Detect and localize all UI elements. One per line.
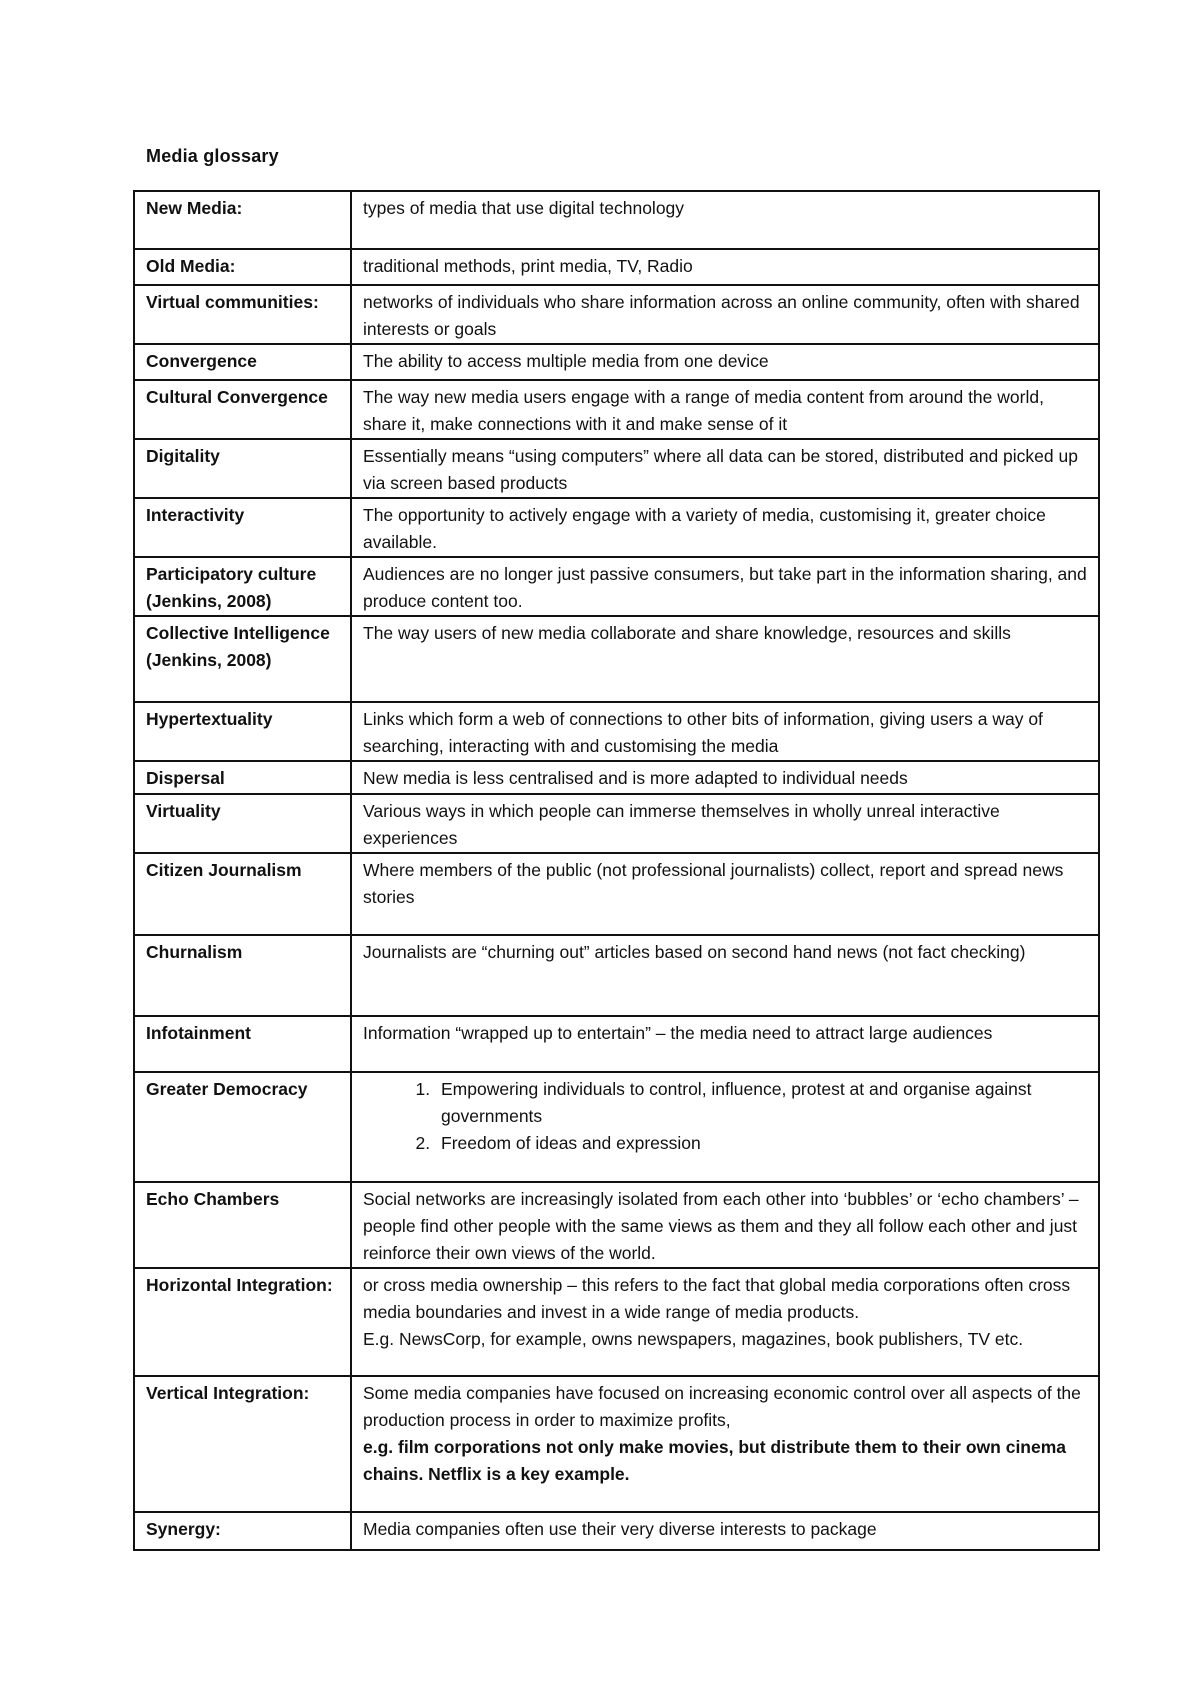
list-item: 1. Empowering individuals to control, influence, protest at and organise against governments xyxy=(435,1076,1090,1130)
definition-cell: Where members of the public (not professional journalists) collect, report and spread news stories xyxy=(351,853,1099,935)
definition-cell: Links which form a web of connections to other bits of information, giving users a way of searching, interacting with and customising the media xyxy=(351,702,1099,761)
definition-cell: Journalists are “churning out” articles based on second hand news (not fact checking) xyxy=(351,935,1099,1016)
table-row xyxy=(134,439,1099,498)
table-row xyxy=(134,1072,1099,1182)
definition-text: or cross media ownership – this refers to the fact that global media corporations often cross media boundaries and invest in a wide range of media products. xyxy=(363,1275,1071,1322)
table-row xyxy=(134,1182,1099,1268)
table-row xyxy=(134,191,1099,249)
term-cell: Old Media: xyxy=(134,249,351,285)
term-cell: Citizen Journalism xyxy=(134,853,351,935)
definition-cell: Media companies often use their very diverse interests to package xyxy=(351,1512,1099,1550)
definition-cell: Various ways in which people can immerse themselves in wholly unreal interactive experiences xyxy=(351,794,1099,853)
definition-cell: The way users of new media collaborate and share knowledge, resources and skills xyxy=(351,616,1099,702)
definition-cell: types of media that use digital technology xyxy=(351,191,1099,249)
numbered-list xyxy=(363,1076,1090,1157)
list-item: 2. Freedom of ideas and expression xyxy=(435,1130,1090,1157)
page-title: Media glossary xyxy=(146,146,279,166)
term-cell: Vertical Integration: xyxy=(134,1376,351,1512)
table-row xyxy=(134,1512,1099,1550)
term-cell: Infotainment xyxy=(134,1016,351,1072)
term-cell: Virtual communities: xyxy=(134,285,351,344)
table-row xyxy=(134,1016,1099,1072)
term-cell: Virtuality xyxy=(134,794,351,853)
definition-cell: The opportunity to actively engage with a variety of media, customising it, greater choice available. xyxy=(351,498,1099,557)
term-cell: Convergence xyxy=(134,344,351,380)
table-row xyxy=(134,557,1099,616)
definition-example: E.g. NewsCorp, for example, owns newspapers, magazines, book publishers, TV etc. xyxy=(363,1329,1024,1349)
table-row xyxy=(134,344,1099,380)
table-row xyxy=(134,285,1099,344)
definition-cell: networks of individuals who share information across an online community, often with shared interests or goals xyxy=(351,285,1099,344)
definition-cell xyxy=(351,1072,1099,1182)
definition-cell: Audiences are no longer just passive consumers, but take part in the information sharing, and produce content too. xyxy=(351,557,1099,616)
term-cell: Churnalism xyxy=(134,935,351,1016)
definition-cell: traditional methods, print media, TV, Radio xyxy=(351,249,1099,285)
term-cell: Hypertextuality xyxy=(134,702,351,761)
term-cell: Cultural Convergence xyxy=(134,380,351,439)
term-cell: Participatory culture (Jenkins, 2008) xyxy=(134,557,351,616)
definition-text: Some media companies have focused on increasing economic control over all aspects of the production process in order to maximize profits, xyxy=(363,1383,1081,1430)
table-row xyxy=(134,761,1099,794)
definition-cell: New media is less centralised and is more adapted to individual needs xyxy=(351,761,1099,794)
table-row xyxy=(134,935,1099,1016)
glossary-table xyxy=(133,190,1100,1551)
term-cell: Greater Democracy xyxy=(134,1072,351,1182)
table-row xyxy=(134,702,1099,761)
table-row xyxy=(134,1268,1099,1376)
term-cell: New Media: xyxy=(134,191,351,249)
term-cell: Digitality xyxy=(134,439,351,498)
definition-example: e.g. film corporations not only make movies, but distribute them to their own cinema chains. Netflix is a key example. xyxy=(363,1437,1067,1484)
term-cell: Collective Intelligence (Jenkins, 2008) xyxy=(134,616,351,702)
term-cell: Echo Chambers xyxy=(134,1182,351,1268)
definition-cell: The way new media users engage with a range of media content from around the world, share it, make connections with it and make sense of it xyxy=(351,380,1099,439)
definition-cell xyxy=(351,1376,1099,1512)
table-row xyxy=(134,249,1099,285)
term-cell: Dispersal xyxy=(134,761,351,794)
term-cell: Horizontal Integration: xyxy=(134,1268,351,1376)
table-row xyxy=(134,794,1099,853)
table-row xyxy=(134,498,1099,557)
term-cell: Synergy: xyxy=(134,1512,351,1550)
definition-cell: Essentially means “using computers” where all data can be stored, distributed and picked up via screen based products xyxy=(351,439,1099,498)
table-row xyxy=(134,853,1099,935)
definition-cell xyxy=(351,1268,1099,1376)
table-row xyxy=(134,380,1099,439)
definition-cell: Information “wrapped up to entertain” – the media need to attract large audiences xyxy=(351,1016,1099,1072)
table-row xyxy=(134,616,1099,702)
table-row xyxy=(134,1376,1099,1512)
definition-cell: The ability to access multiple media from one device xyxy=(351,344,1099,380)
term-cell: Interactivity xyxy=(134,498,351,557)
definition-cell: Social networks are increasingly isolated from each other into ‘bubbles’ or ‘echo chambers’ – people find other people with the same views as them and they all follow each other and just reinforce their own views of the world. xyxy=(351,1182,1099,1268)
